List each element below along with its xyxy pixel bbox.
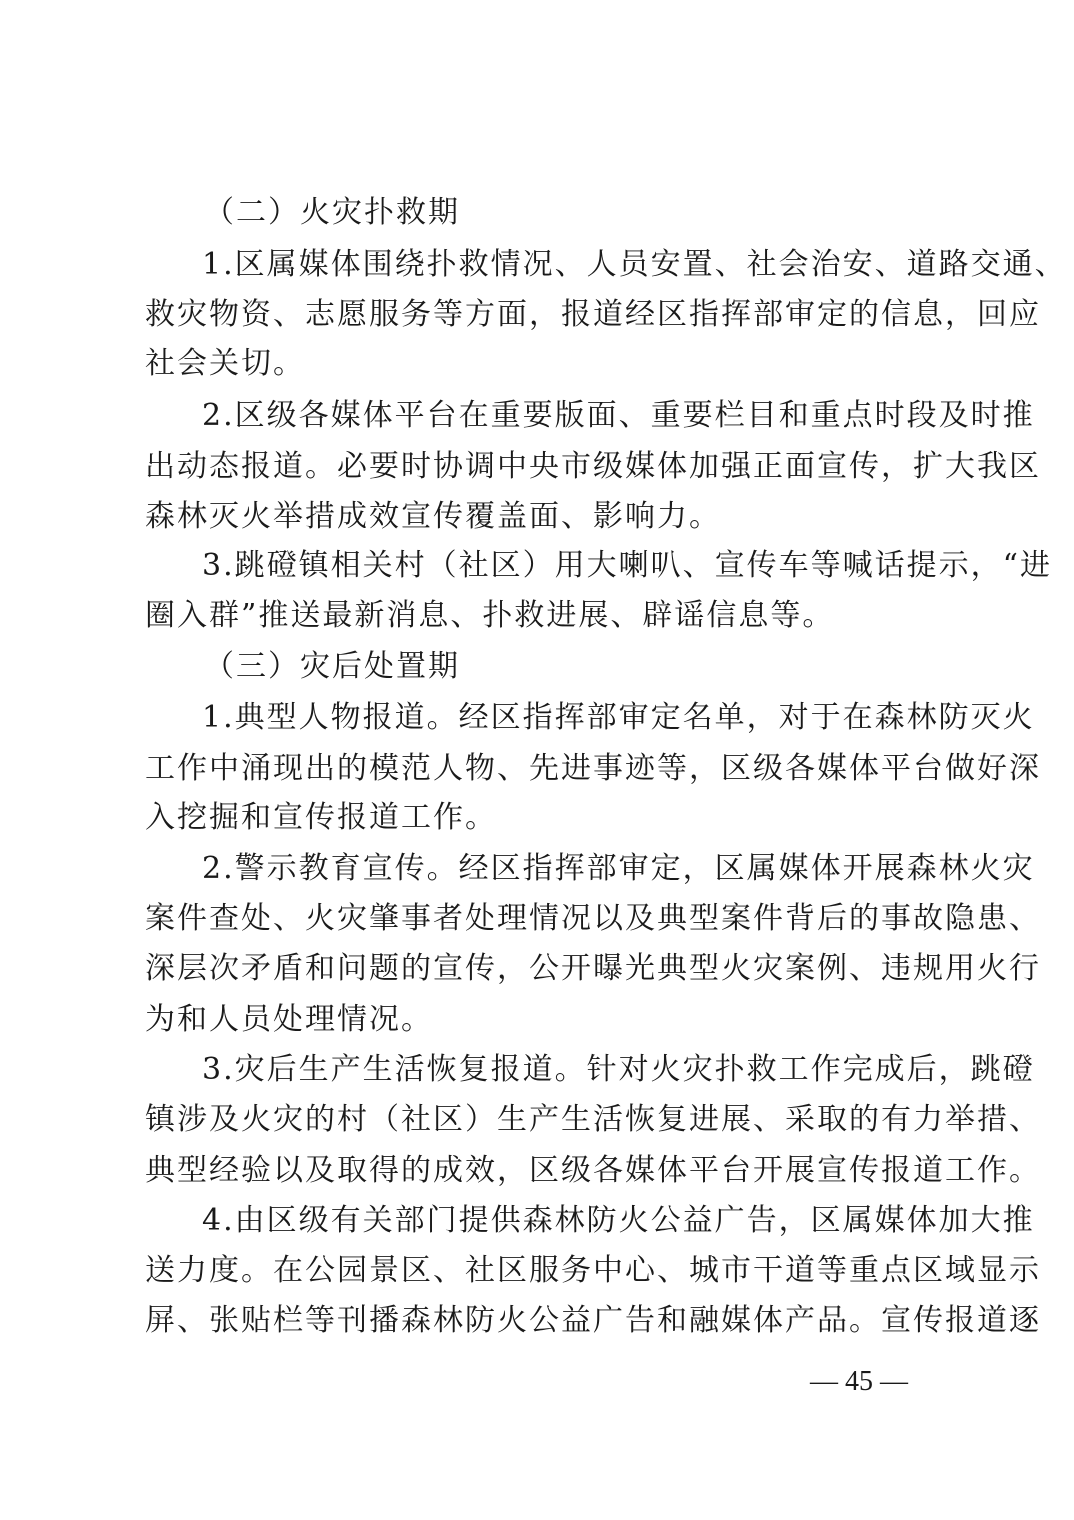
section-heading-post-disaster: （三）灾后处置期 [204,649,460,684]
paragraph-line: 社会关切。 [145,346,305,381]
paragraph-line: 案件查处、火灾肇事者处理情况以及典型案件背后的事故隐患、 [145,901,1041,936]
paragraph-line: 为和人员处理情况。 [145,1002,433,1037]
paragraph-line: 入挖掘和宣传报道工作。 [145,800,497,835]
paragraph-line: 典型经验以及取得的成效，区级各媒体平台开展宣传报道工作。 [145,1153,1041,1188]
paragraph-line: 4.由区级有关部门提供森林防火公益广告，区属媒体加大推 [202,1203,1035,1238]
paragraph-line: 森林灭火举措成效宣传覆盖面、影响力。 [145,499,721,534]
paragraph-line: 3.灾后生产生活恢复报道。针对火灾扑救工作完成后，跳磴 [202,1052,1035,1087]
paragraph-line: 深层次矛盾和问题的宣传，公开曝光典型火灾案例、违规用火行 [145,951,1041,986]
page-number: — 45 — [810,1366,908,1397]
section-heading-fire-fighting: （二）火灾扑救期 [204,195,460,230]
paragraph-line: 救灾物资、志愿服务等方面，报道经区指挥部审定的信息，回应 [145,297,1041,332]
paragraph-line: 送力度。在公园景区、社区服务中心、城市干道等重点区域显示 [145,1253,1041,1288]
paragraph-line: 出动态报道。必要时协调中央市级媒体加强正面宣传，扩大我区 [145,449,1041,484]
paragraph-line: 镇涉及火灾的村（社区）生产生活恢复进展、采取的有力举措、 [145,1102,1041,1137]
paragraph-line: 2.警示教育宣传。经区指挥部审定，区属媒体开展森林火灾 [202,851,1035,886]
paragraph-line: 工作中涌现出的模范人物、先进事迹等，区级各媒体平台做好深 [145,751,1041,786]
paragraph-line: 2.区级各媒体平台在重要版面、重要栏目和重点时段及时推 [202,398,1035,433]
paragraph-line: 1.区属媒体围绕扑救情况、人员安置、社会治安、道路交通、 [202,247,1067,282]
paragraph-line: 1.典型人物报道。经区指挥部审定名单，对于在森林防灭火 [202,700,1035,735]
paragraph-line: 圈入群”推送最新消息、扑救进展、辟谣信息等。 [145,598,835,633]
paragraph-line: 屏、张贴栏等刊播森林防火公益广告和融媒体产品。宣传报道逐 [145,1303,1041,1338]
paragraph-line: 3.跳磴镇相关村（社区）用大喇叭、宣传车等喊话提示，“进 [202,548,1052,583]
